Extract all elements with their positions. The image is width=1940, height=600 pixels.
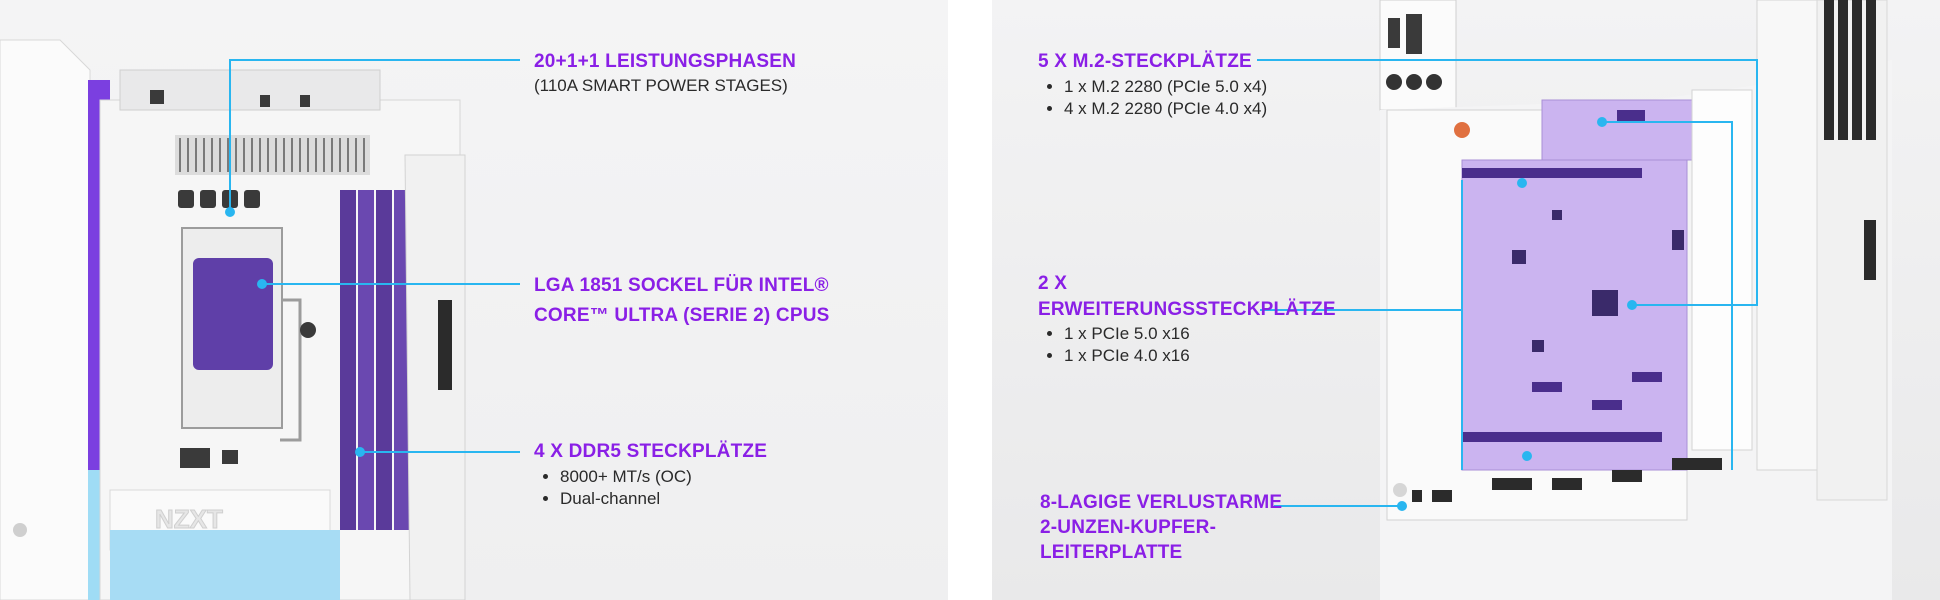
callout-socket-title-line2: CORE™ ULTRA (SERIE 2) CPUS — [534, 305, 830, 326]
callout-ddr5-list — [534, 466, 692, 510]
pcie-slot-1 — [1462, 168, 1642, 178]
feature-panel-storage-expansion — [992, 0, 1940, 600]
list-item: • 1 x M.2 2280 (PCIe 5.0 x4) — [1064, 76, 1267, 98]
list-item: • 8000+ MT/s (OC) — [560, 466, 692, 488]
callout-expansion-title-line2: ERWEITERUNGSSTECKPLÄTZE — [1038, 299, 1336, 320]
feature-panel-cpu-memory — [0, 0, 948, 600]
callout-power-phases-subtitle: (110A SMART POWER STAGES) — [534, 76, 788, 95]
cpu-socket-cover — [193, 258, 273, 370]
callout-expansion-title-line1: 2 X — [1038, 273, 1068, 294]
list-item: • 4 x M.2 2280 (PCIe 4.0 x4) — [1064, 98, 1267, 120]
callout-power-phases-title: 20+1+1 LEISTUNGSPHASEN — [534, 51, 797, 72]
list-item: • 1 x PCIe 5.0 x16 — [1064, 323, 1190, 345]
callout-pcb-title-line2: 2-UNZEN-KUPFER- — [1040, 517, 1217, 538]
callout-ddr5-title: 4 X DDR5 STECKPLÄTZE — [534, 441, 768, 462]
list-item: • Dual-channel — [560, 488, 692, 510]
motherboard-illustration-left — [0, 0, 948, 600]
callout-pcb-title-line1: 8-LAGIGE VERLUSTARME — [1040, 492, 1283, 513]
pcie-slot-2 — [1462, 432, 1662, 442]
nzxt-logo: NZXT — [155, 504, 223, 534]
callout-socket-title-line1: LGA 1851 SOCKEL FÜR INTEL® — [534, 275, 829, 296]
callout-expansion-list — [1038, 323, 1190, 367]
callout-m2-list — [1038, 76, 1267, 120]
callout-m2-title: 5 X M.2-STECKPLÄTZE — [1038, 51, 1252, 72]
pcb-lilac-area — [1462, 160, 1687, 470]
callout-pcb-title-line3: LEITERPLATTE — [1040, 542, 1183, 563]
list-item: • 1 x PCIe 4.0 x16 — [1064, 345, 1190, 367]
